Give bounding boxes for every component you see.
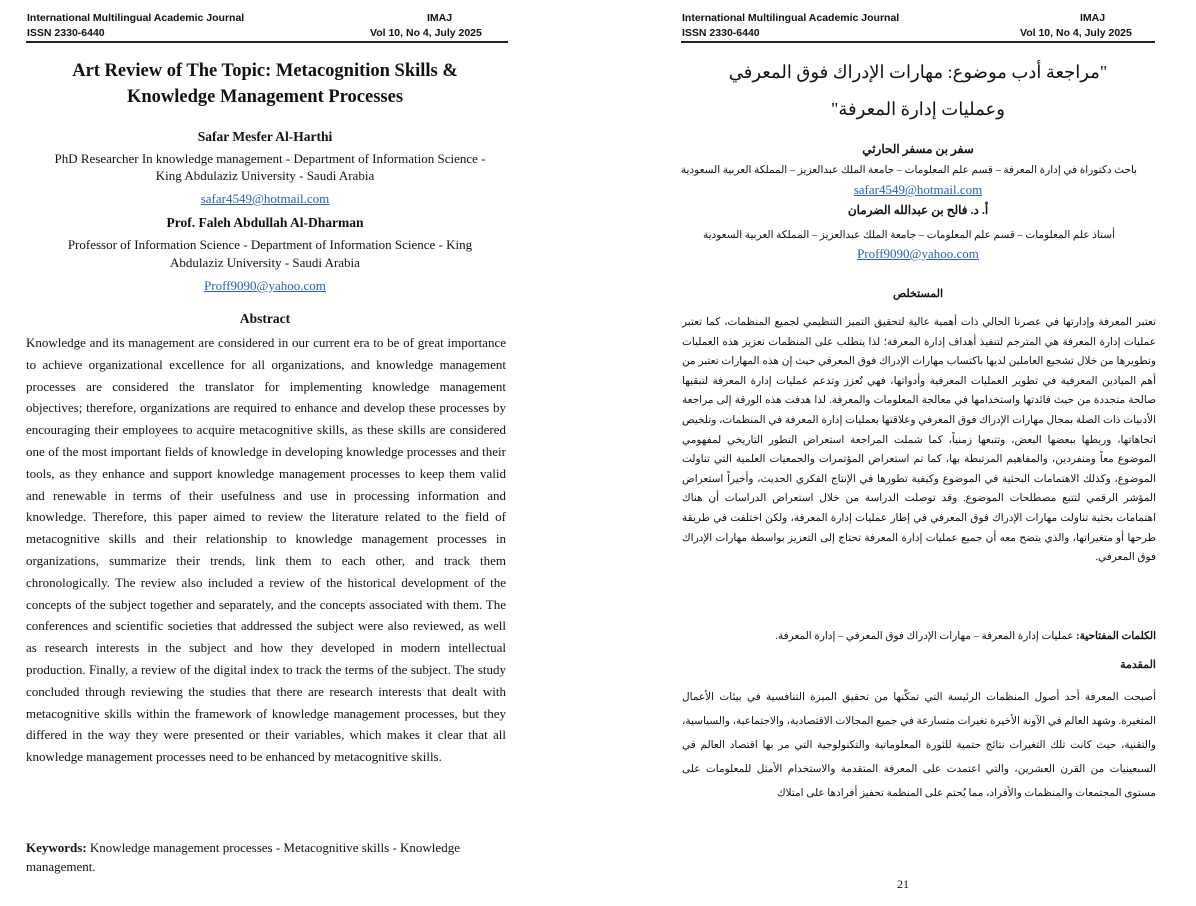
author1-affiliation-line2: King Abdulaziz University - Saudi Arabia — [155, 168, 375, 183]
arabic-author2-name: أ. د. فالح بن عبدالله الضرمان — [847, 203, 989, 217]
header-divider — [681, 41, 1155, 43]
page-number: 21 — [897, 877, 909, 891]
journal-name: International Multilingual Academic Journal — [682, 12, 900, 24]
arabic-keywords-paragraph — [682, 629, 1156, 645]
journal-abbr: IMAJ — [427, 12, 453, 24]
arabic-title-line2: وعمليات إدارة المعرفة" — [831, 99, 1005, 119]
arabic-title-line1: "مراجعة أدب موضوع: مهارات الإدراك فوق المعرفي — [728, 62, 1108, 82]
issn: ISSN 2330-6440 — [682, 27, 760, 39]
journal-abbr: IMAJ — [1080, 12, 1106, 24]
header-divider — [26, 41, 508, 43]
author2-affiliation-line2: Abdulaziz University - Saudi Arabia — [170, 255, 360, 270]
author1-name: Safar Mesfer Al-Harthi — [197, 129, 333, 144]
arabic-intro-heading: المقدمة — [1120, 659, 1156, 671]
arabic-keywords-text: عمليات إدارة المعرفة – مهارات الإدراك فوق المعرفي – إدارة المعرفة. — [775, 631, 1074, 642]
author1-email-link[interactable]: safar4549@hotmail.com — [200, 191, 330, 206]
author2-affiliation-line1: Professor of Information Science - Department of Information Science - King — [67, 237, 473, 252]
arabic-author2-email-link[interactable]: Proff9090@yahoo.com — [857, 246, 979, 261]
keywords-paragraph — [26, 838, 508, 876]
volume-info: Vol 10, No 4, July 2025 — [370, 27, 482, 39]
arabic-abstract-heading: المستخلص — [892, 288, 944, 300]
author2-name: Prof. Faleh Abdullah Al-Dharman — [166, 215, 364, 230]
volume-info: Vol 10, No 4, July 2025 — [1020, 27, 1132, 39]
arabic-page — [598, 0, 1196, 906]
arabic-abstract-text: تعتبر المعرفة وإدارتها في عصرنا الحالي ذات أهمية عالية لتحقيق التميز التنظيمي لجميع المنظمات، كما تعتبر عمليات إدارة المعرفة هي المترجم لتنفيذ أهداف إدارة المعرفة؛ لذا يتطلب على المنظمات تعزيز هذه العمليات وتطويرها من خلال تشجيع العاملين لديها باكتساب مهارات الإدراك فوق المعرفي حيث إن هذه المهارات تعتبر من أهم الميادين المعرفية في تطوير العمليات المعرفية وأدواتها، فهي تُعزز وتدعم عمليات إدارة المعرفة لتبقيها صالحة متجددة من حيث فائدتها واستخدامها في معالجة المعلومات والمعرفة. لذا هدفت هذه الورقة إلى مراجعة الأدبيات ذات الصلة بمجال مهارات الإدراك فوق المعرفي وعلاقتها بعمليات إدارة المعرفة في المنظمات، وتلخيص اتجاهاتها، وربطها ببعضها البعض، وتتبعها زمنياً، كما شملت المراجعة استعراض التطور التاريخي لمفهومي الموضوع معاً ومنفردين، والمفاهيم المرتبطة بها، كما تم استعراض المؤتمرات والجمعيات العلمية التي تناولت الموضوع، وكذلك الاهتمامات البحثية في الموضوع وكيفية تطورها في الإنتاج الفكري الحديث، وأخيراً استعراض المؤشر الرقمي لتتبع مصطلحات الموضوع. وقد توصلت الدراسة من خلال استعراض الدراسات أن هناك اهتمامات بحثية تناولت مهارات الإدراك فوق المعرفي في إطار عمليات إدارة المعرفة، ولكن اختلفت في طريقة طرحها أو متغيراتها، والذي يتضح معه أن جميع عمليات إدارة المعرفة تحتاج إلى التعزيز بواسطة مهارات الإدراك فوق المعرفي. — [682, 317, 1156, 564]
journal-name: International Multilingual Academic Journal — [27, 12, 245, 24]
author1-affiliation-line1: PhD Researcher In knowledge management - Department of Information Science - — [54, 151, 486, 166]
arabic-author1-affiliation: باحث دكتوراة في إدارة المعرفة – قسم علم المعلومات – جامعة الملك عبدالعزيز – المملكة العربية السعودية — [680, 165, 1138, 176]
arabic-keywords-label: الكلمات المفتاحية: — [1076, 631, 1156, 642]
arabic-intro-text: أصبحت المعرفة أحد أصول المنظمات الرئيسة التي تمكّنها من تحقيق الميزة التنافسية في بيئات الأعمال المتغيرة. وشهد العالم في الآونة الأخيرة تغيرات متسارعة في جميع المجالات الاقتصادية، والاجتماعية، والسياسية، والتقنية، حيث كانت تلك التغيرات نتائج حتمية للثورة المعلوماتية والتكنولوجية التي مر بها اقتصاد العالم في السبعينيات من القرن العشرين، والتي اعتمدت على المعرفة المتقدمة والاستخدام الأمثل للمعلومات على مستوى المجتمعات والمنظمات والأفراد، مما يُحتم على المنظمة تحفيز أفرادها على امتلاك — [682, 692, 1156, 799]
paper-title-line2: Knowledge Management Processes — [126, 87, 404, 107]
abstract-heading: Abstract — [239, 311, 291, 326]
author2-email-link[interactable]: Proff9090@yahoo.com — [204, 278, 326, 293]
arabic-author1-name: سفر بن مسفر الحارثي — [862, 142, 974, 156]
abstract-text: Knowledge and its management are considered in our current era to be of great importance to achieve organizational excellence for all organizations, and knowledge management processes are considered the translator for implementing knowledge management objectives; therefore, organizations are required to enhance and develop these processes by encouraging their employees to acquire metacognitive skills, as these skills are considered one of the most important fields of knowledge in developing knowledge processes and their tools, as they enhance and support knowledge management processes to keep them valid and renewable in terms of their usefulness and use in processing information and knowledge. Therefore, this paper aimed to review the literature related to the field of metacognitive skills and their relationship to knowledge management processes in organizations, summarize their trends, link them to each other, and track them chronologically. The review also included a review of the historical development of the concepts of the subject together and separately, and the concepts associated with them. The conferences and scientific societies that addressed the subject were also reviewed, as well as research interests in the subject and how they developed in modern intellectual production. Finally, a review of the digital index to track the terms of the subject. The study concluded through reviewing the studies that there are research interests that dealt with metacognitive skills within the framework of knowledge management processes, but they differed in the way they were presented or their variables, which makes it clear that all knowledge management processes need to be enhanced by metacognitive skills. — [26, 335, 506, 765]
keywords-text: Knowledge management processes - Metacognitive skills - Knowledge management. — [26, 840, 460, 874]
arabic-author2-affiliation: أستاذ علم المعلومات – قسم علم المعلومات – جامعة الملك عبدالعزيز – المملكة العربية السعودية — [702, 230, 1116, 241]
arabic-author1-email-link[interactable]: safar4549@hotmail.com — [853, 182, 983, 197]
issn: ISSN 2330-6440 — [27, 27, 105, 39]
keywords-label: Keywords: — [26, 840, 87, 855]
paper-title-line1: Art Review of The Topic: Metacognition Skills & — [72, 61, 458, 81]
